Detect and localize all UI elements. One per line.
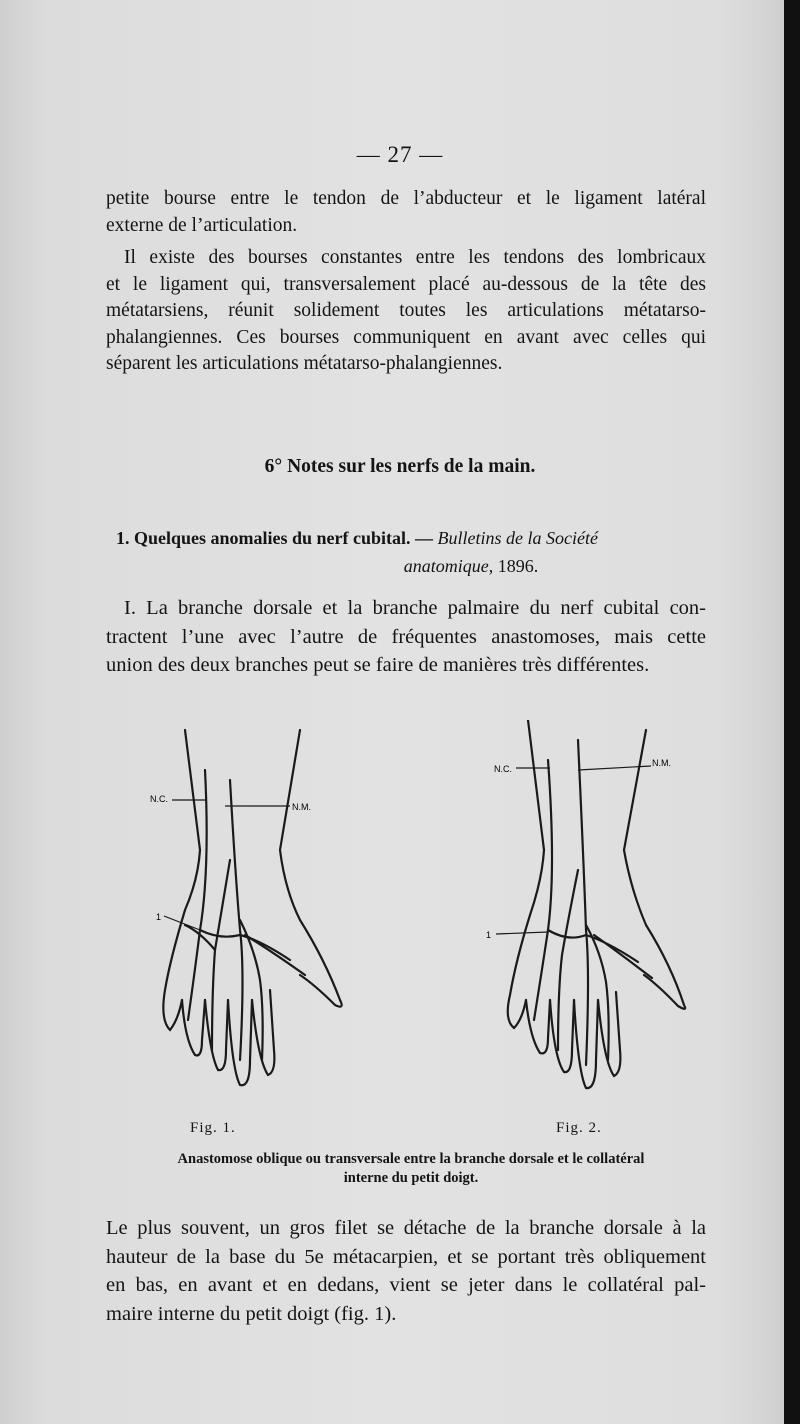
text-line: petite bourse entre le tendon de l’abducteur et le ligament latéral bbox=[106, 188, 706, 209]
label-nm: N.M. bbox=[292, 802, 311, 812]
paragraph-anastomoses bbox=[106, 594, 706, 680]
hand-nerve-figure-2 bbox=[486, 720, 706, 1100]
text-line: métatarsiens, réunit solidement toutes les articulations métatarso- bbox=[106, 300, 706, 321]
figure-2-label: Fig. 2. bbox=[556, 1120, 602, 1136]
scan-dark-edge bbox=[784, 0, 800, 1424]
text-line: en bas, en avant et en dedans, vient se jeter dans le collatéral pal- bbox=[106, 1274, 706, 1296]
reference-journal: Bulletins de la Société bbox=[437, 528, 598, 548]
label-one: 1 bbox=[486, 930, 492, 940]
text-line: externe de l’articulation. bbox=[106, 214, 298, 236]
section-heading: 6° Notes sur les nerfs de la main. bbox=[264, 456, 536, 477]
text-line: union des deux branches peut se faire de manières très différentes. bbox=[106, 654, 650, 676]
text-line: phalangiennes. Ces bourses communiquent en avant avec celles qui bbox=[106, 326, 706, 348]
label-nc: N.C. bbox=[494, 764, 512, 774]
figure-caption bbox=[96, 1150, 726, 1188]
label-one: 1 bbox=[156, 912, 162, 922]
text-line: Le plus souvent, un gros filet se détache de la branche dorsale à la bbox=[106, 1217, 706, 1239]
reference-journal-cont: anatomique bbox=[403, 556, 489, 576]
reference-year: , 1896. bbox=[488, 556, 539, 576]
paragraph-bourses-constantes bbox=[106, 245, 706, 378]
text-line: maire interne du petit doigt (fig. 1). bbox=[106, 1302, 397, 1325]
hand-nerve-figure-1 bbox=[140, 720, 360, 1100]
text-line: hauteur de la base du 5e métacarpien, et se portant très obliquement bbox=[106, 1245, 706, 1268]
reference-number: 1. bbox=[116, 528, 130, 548]
reference-title: Quelques anomalies du nerf cubital. bbox=[134, 528, 411, 548]
label-nm: N.M. bbox=[652, 758, 671, 768]
figure-1-label: Fig. 1. bbox=[190, 1120, 236, 1136]
label-nc: N.C. bbox=[150, 794, 168, 804]
text-line: et le ligament qui, transversalement placé au-dessous de la tête des bbox=[106, 273, 706, 295]
page-number: — 27 — bbox=[356, 142, 444, 167]
reference-entry bbox=[116, 524, 706, 580]
text-line: Il existe des bourses constantes entre les tendons des lombricaux bbox=[124, 247, 706, 268]
paragraph-gros-filet bbox=[106, 1214, 706, 1328]
text-line: séparent les articulations métatarso-phalangiennes. bbox=[106, 353, 503, 374]
reference-dash: — bbox=[410, 528, 438, 548]
text-line: tractent l’une avec l’autre de fréquentes anastomoses, mais cette bbox=[106, 625, 706, 648]
text-line: I. La branche dorsale et la branche palmaire du nerf cubital con- bbox=[124, 597, 706, 619]
paragraph-bourses-end bbox=[106, 186, 706, 239]
caption-line: Anastomose oblique ou transversale entre la branche dorsale et le collatéral bbox=[177, 1151, 645, 1167]
caption-line: interne du petit doigt. bbox=[343, 1170, 479, 1186]
